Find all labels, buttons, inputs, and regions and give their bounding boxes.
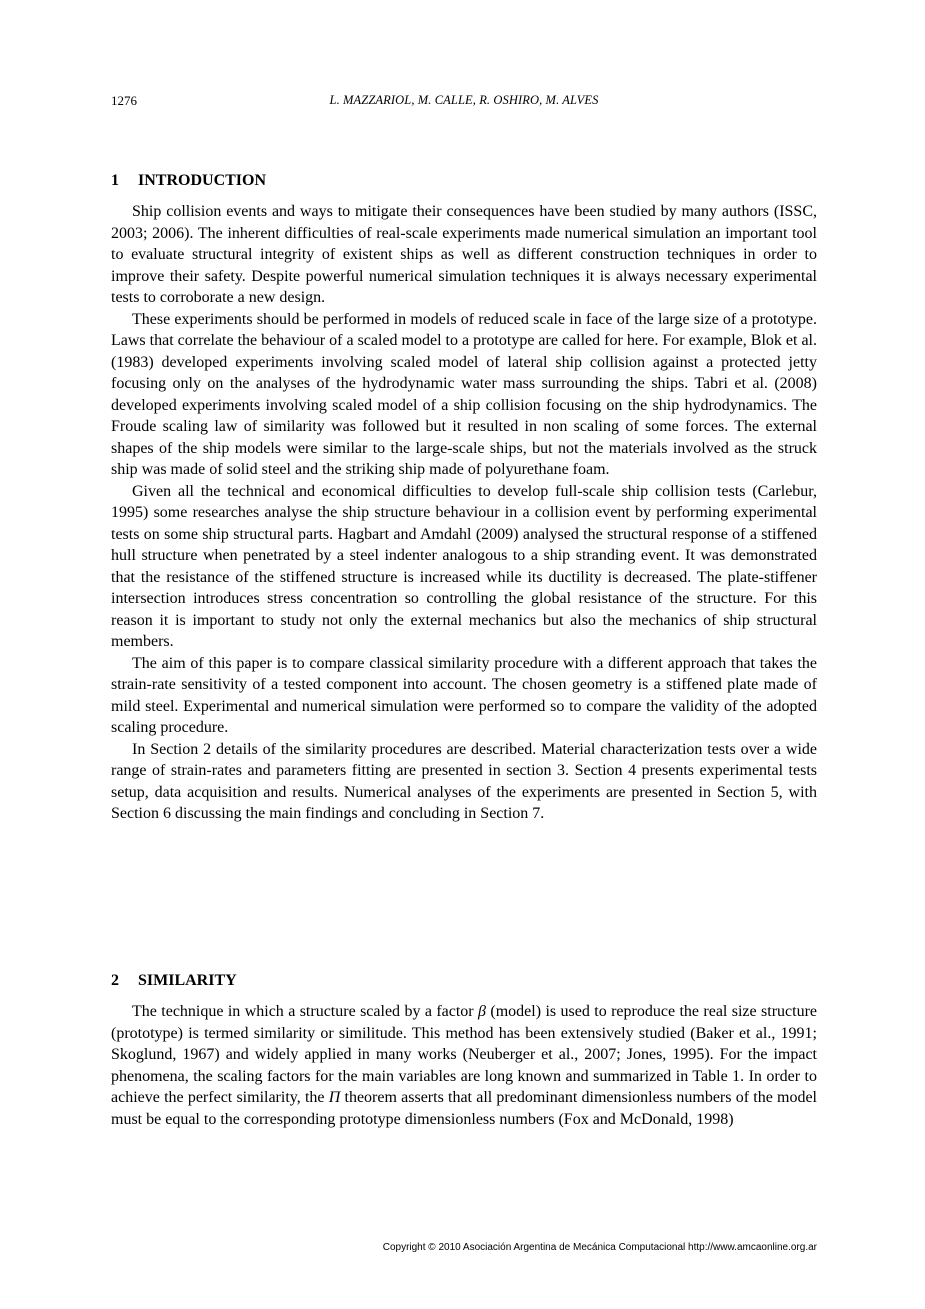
section-heading	[111, 170, 817, 192]
section-introduction	[111, 170, 817, 825]
copyright-footer: Copyright © 2010 Asociación Argentina de Mecánica Computacional http://www.amcaonline.org.ar	[382, 1242, 817, 1253]
beta-symbol: β	[478, 1003, 487, 1020]
section-title: SIMILARITY	[138, 972, 237, 989]
running-title: L. MAZZARIOL, M. CALLE, R. OSHIRO, M. ALVES	[329, 93, 599, 107]
text-run: (model) is used to reproduce the real size structure (prototype) is termed similarity or similitude. This method has been extensively studied (Baker et al., 1991; Skoglund, 1967) and widely applied in many works (Neuberger et al., 2007; Jones, 1995). For the impact phenomena, the scaling factors for the main variables are long known and summarized in Table 1. In order to achieve the perfect similarity, the	[111, 1003, 818, 1106]
page-header	[111, 93, 817, 113]
paragraph	[111, 1001, 817, 1130]
paragraph: Ship collision events and ways to mitigate their consequences have been studied by many authors (ISSC, 2003; 2006). The inherent difficulties of real-scale experiments made numerical simulation an important tool to evaluate structural integrity of existent ships as well as different construction techniques in order to improve their safety. Despite powerful numerical simulation techniques it is always necessary experimental tests to corroborate a new design.	[111, 203, 817, 306]
section-similarity	[111, 970, 817, 1130]
section-heading	[111, 970, 817, 992]
pi-symbol: Π	[328, 1089, 341, 1106]
text-run: theorem asserts that all predominant dimensionless numbers of the model must be equal to the corresponding prototype dimensionless numbers (Fox and McDonald, 1998)	[111, 1089, 817, 1128]
page-number: 1276	[111, 93, 137, 108]
paragraph: These experiments should be performed in models of reduced scale in face of the large size of a prototype. Laws that correlate the behaviour of a scaled model to a prototype are called for here. For example, Blok et al. (1983) developed experiments involving scaled model of lateral ship collision against a protected jetty focusing only on the analyses of the hydrodynamic water mass surrounding the ships. Tabri et al. (2008) developed experiments involving scaled model of a ship collision focusing on the ship hydrodynamics. The Froude scaling law of similarity was followed but it resulted in non scaling of some forces. The external shapes of the ship models were similar to the large-scale ships, but not the materials involved as the struck ship was made of solid steel and the striking ship made of polyurethane foam.	[111, 310, 817, 478]
text-run: The technique in which a structure scaled by a factor	[132, 1003, 479, 1020]
paragraph: In Section 2 details of the similarity procedures are described. Material characterization tests over a wide range of strain-rates and parameters fitting are presented in section 3. Section 4 presents experimental tests setup, data acquisition and results. Numerical analyses of the experiments are presented in Section 5, with Section 6 discussing the main findings and concluding in Section 7.	[111, 740, 817, 822]
section-number: 1	[111, 172, 119, 189]
section-title: INTRODUCTION	[138, 172, 267, 189]
paragraph: The aim of this paper is to compare classical similarity procedure with a different approach that takes the strain-rate sensitivity of a tested component into account. The chosen geometry is a stiffened plate made of mild steel. Experimental and numerical simulation were performed so to compare the validity of the adopted scaling procedure.	[111, 654, 817, 736]
section-number: 2	[111, 972, 119, 989]
paragraph: Given all the technical and economical difficulties to develop full-scale ship collision tests (Carlebur, 1995) some researches analyse the ship structure behaviour in a collision event by performing experimental tests on some ship structural parts. Hagbart and Amdahl (2009) analysed the structural response of a stiffened hull structure when penetrated by a steel indenter analogous to a ship stranding event. It was demonstrated that the resistance of the stiffened structure is increased while its ductility is decreased. The plate-stiffener intersection introduces stress concentration so controlling the global resistance of the structure. For this reason it is important to study not only the external mechanics but also the mechanics of ship structural members.	[111, 482, 817, 650]
